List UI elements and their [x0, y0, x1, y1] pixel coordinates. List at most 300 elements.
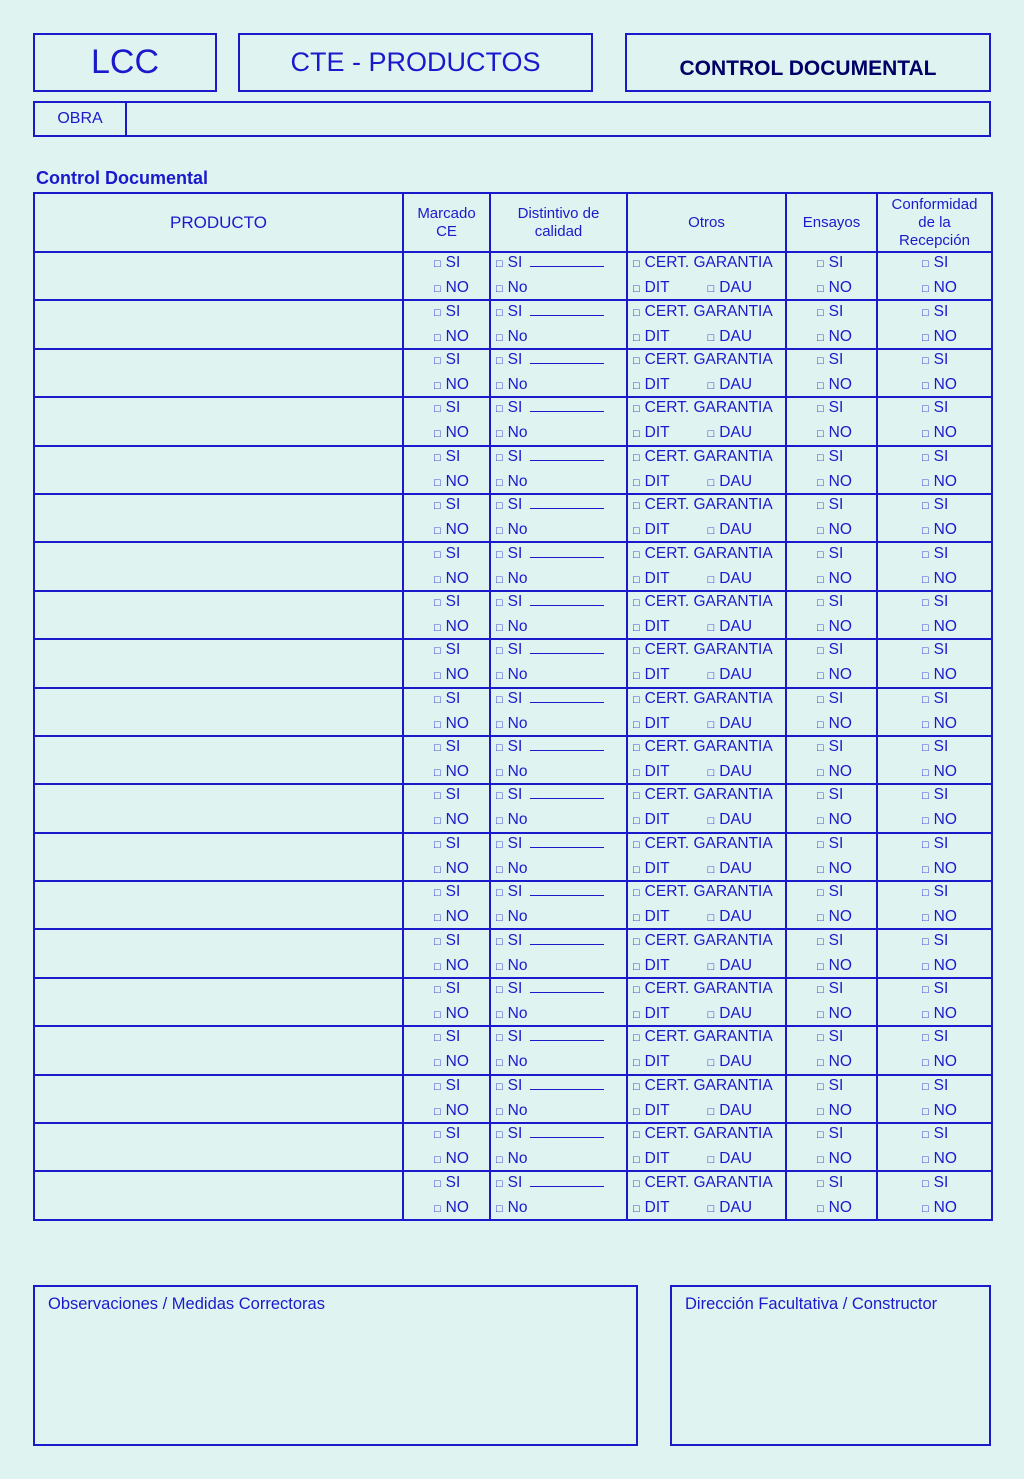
checkbox-icon[interactable]: □ — [633, 379, 640, 392]
checkbox-icon[interactable]: □ — [633, 887, 640, 900]
checkbox-icon[interactable]: □ — [633, 428, 640, 441]
checkbox-icon[interactable]: □ — [817, 525, 824, 538]
checkbox-icon[interactable]: □ — [817, 283, 824, 296]
checkbox-icon[interactable]: □ — [707, 960, 715, 973]
checkbox-icon[interactable]: □ — [434, 500, 441, 513]
checkbox-icon[interactable]: □ — [707, 621, 715, 634]
checkbox-icon[interactable]: □ — [817, 887, 824, 900]
conformidad-cell: □ SI □ NO — [877, 929, 992, 977]
checkbox-icon[interactable]: □ — [434, 790, 441, 803]
checkbox-icon[interactable]: □ — [434, 645, 441, 658]
distintivo-blank-line[interactable] — [530, 448, 604, 461]
checkbox-icon[interactable]: □ — [817, 1129, 824, 1142]
distintivo-blank-line[interactable] — [530, 641, 604, 654]
marcado-ce-cell: □ SI □ NO — [403, 639, 490, 687]
checkbox-icon[interactable]: □ — [817, 428, 824, 441]
checkbox-icon[interactable]: □ — [496, 548, 503, 561]
checkbox-icon[interactable]: □ — [496, 1129, 503, 1142]
checkbox-icon[interactable]: □ — [434, 621, 441, 634]
checkbox-icon[interactable]: □ — [817, 1080, 824, 1093]
table-row — [34, 1075, 992, 1123]
checkbox-icon[interactable]: □ — [922, 1032, 929, 1045]
observaciones-panel[interactable] — [33, 1285, 638, 1446]
producto-cell[interactable] — [34, 252, 403, 300]
distintivo-blank-line[interactable] — [530, 980, 604, 993]
checkbox-icon[interactable]: □ — [817, 621, 824, 634]
checkbox-icon[interactable]: □ — [434, 693, 441, 706]
producto-cell[interactable] — [34, 929, 403, 977]
checkbox-icon[interactable]: □ — [922, 670, 929, 683]
checkbox-icon[interactable]: □ — [434, 525, 441, 538]
checkbox-icon[interactable]: □ — [817, 1202, 824, 1215]
checkbox-icon[interactable]: □ — [922, 838, 929, 851]
checkbox-icon[interactable]: □ — [633, 476, 640, 489]
producto-cell[interactable] — [34, 639, 403, 687]
checkbox-icon[interactable]: □ — [922, 693, 929, 706]
checkbox-icon[interactable]: □ — [434, 306, 441, 319]
checkbox-icon[interactable]: □ — [922, 1080, 929, 1093]
checkbox-icon[interactable]: □ — [633, 403, 640, 416]
checkbox-icon[interactable]: □ — [434, 428, 441, 441]
conformidad-cell: □ SI □ NO — [877, 1075, 992, 1123]
checkbox-icon[interactable]: □ — [707, 573, 715, 586]
checkbox-icon[interactable]: □ — [922, 525, 929, 538]
checkbox-icon[interactable]: □ — [434, 476, 441, 489]
checkbox-icon[interactable]: □ — [496, 1057, 503, 1070]
checkbox-icon[interactable]: □ — [817, 1105, 824, 1118]
marcado-ce-cell: □ SI □ NO — [403, 1171, 490, 1219]
checkbox-icon[interactable]: □ — [707, 476, 715, 489]
checkbox-icon[interactable]: □ — [707, 815, 715, 828]
checkbox-icon[interactable]: □ — [817, 863, 824, 876]
checkbox-icon[interactable]: □ — [496, 767, 503, 780]
checkbox-icon[interactable]: □ — [633, 645, 640, 658]
checkbox-icon[interactable]: □ — [633, 596, 640, 609]
checkbox-icon[interactable]: □ — [434, 863, 441, 876]
producto-cell[interactable] — [34, 1123, 403, 1171]
checkbox-icon[interactable]: □ — [633, 1080, 640, 1093]
ensayos-cell: □ SI □ NO — [786, 446, 877, 494]
checkbox-icon[interactable]: □ — [434, 960, 441, 973]
checkbox-icon[interactable]: □ — [922, 645, 929, 658]
checkbox-icon[interactable]: □ — [922, 403, 929, 416]
checkbox-icon[interactable]: □ — [496, 1177, 503, 1190]
checkbox-icon[interactable]: □ — [922, 1202, 929, 1215]
checkbox-icon[interactable]: □ — [496, 912, 503, 925]
direccion-panel[interactable] — [670, 1285, 991, 1446]
checkbox-icon[interactable]: □ — [496, 645, 503, 658]
ensayos-cell: □ SI □ NO — [786, 252, 877, 300]
distintivo-blank-line[interactable] — [530, 690, 604, 703]
checkbox-icon[interactable]: □ — [633, 500, 640, 513]
distintivo-blank-line[interactable] — [530, 399, 604, 412]
checkbox-icon[interactable]: □ — [633, 984, 640, 997]
checkbox-icon[interactable]: □ — [817, 548, 824, 561]
checkbox-icon[interactable]: □ — [496, 573, 503, 586]
distintivo-blank-line[interactable] — [530, 1125, 604, 1138]
checkbox-icon[interactable]: □ — [707, 428, 715, 441]
checkbox-icon[interactable]: □ — [817, 354, 824, 367]
checkbox-icon[interactable]: □ — [707, 379, 715, 392]
checkbox-icon[interactable]: □ — [434, 1129, 441, 1142]
checkbox-icon[interactable]: □ — [633, 1032, 640, 1045]
checkbox-icon[interactable]: □ — [434, 283, 441, 296]
header-marcado-ce: Marcado CE — [403, 193, 490, 252]
producto-cell[interactable] — [34, 881, 403, 929]
checkbox-icon[interactable]: □ — [633, 718, 640, 731]
distintivo-blank-line[interactable] — [530, 254, 604, 267]
checkbox-icon[interactable]: □ — [496, 1202, 503, 1215]
checkbox-icon[interactable]: □ — [496, 863, 503, 876]
producto-cell[interactable] — [34, 978, 403, 1026]
checkbox-icon[interactable]: □ — [496, 1080, 503, 1093]
checkbox-icon[interactable]: □ — [707, 767, 715, 780]
checkbox-icon[interactable]: □ — [633, 621, 640, 634]
ensayos-cell: □ SI □ NO — [786, 591, 877, 639]
checkbox-icon[interactable]: □ — [817, 693, 824, 706]
checkbox-icon[interactable]: □ — [922, 379, 929, 392]
checkbox-icon[interactable]: □ — [633, 283, 640, 296]
checkbox-icon[interactable]: □ — [922, 451, 929, 464]
checkbox-icon[interactable]: □ — [817, 476, 824, 489]
checkbox-icon[interactable]: □ — [633, 1057, 640, 1070]
checkbox-icon[interactable]: □ — [633, 863, 640, 876]
checkbox-icon[interactable]: □ — [922, 306, 929, 319]
checkbox-icon[interactable]: □ — [817, 912, 824, 925]
distintivo-blank-line[interactable] — [530, 786, 604, 799]
checkbox-icon[interactable]: □ — [434, 1032, 441, 1045]
producto-cell[interactable] — [34, 688, 403, 736]
producto-cell[interactable] — [34, 736, 403, 784]
marcado-ce-cell: □ SI □ NO — [403, 736, 490, 784]
checkbox-icon[interactable]: □ — [496, 1032, 503, 1045]
checkbox-icon[interactable]: □ — [817, 984, 824, 997]
checkbox-icon[interactable]: □ — [496, 331, 503, 344]
checkbox-icon[interactable]: □ — [496, 960, 503, 973]
checkbox-icon[interactable]: □ — [496, 1009, 503, 1022]
checkbox-icon[interactable]: □ — [817, 742, 824, 755]
checkbox-icon[interactable]: □ — [817, 500, 824, 513]
marcado-ce-cell: □ SI □ NO — [403, 978, 490, 1026]
marcado-ce-cell: □ SI □ NO — [403, 1123, 490, 1171]
checkbox-icon[interactable]: □ — [817, 645, 824, 658]
checkbox-icon[interactable]: □ — [633, 1177, 640, 1190]
producto-cell[interactable] — [34, 1075, 403, 1123]
lcc-title: LCC — [33, 33, 217, 92]
checkbox-icon[interactable]: □ — [496, 596, 503, 609]
checkbox-icon[interactable]: □ — [434, 1154, 441, 1167]
checkbox-icon[interactable]: □ — [434, 451, 441, 464]
checkbox-icon[interactable]: □ — [817, 596, 824, 609]
checkbox-icon[interactable]: □ — [496, 306, 503, 319]
header-producto: PRODUCTO — [34, 193, 403, 252]
producto-cell[interactable] — [34, 349, 403, 397]
control-documental-title: CONTROL DOCUMENTAL — [625, 33, 991, 92]
checkbox-icon[interactable]: □ — [633, 354, 640, 367]
distintivo-cell: □ SI □ No — [490, 1123, 627, 1171]
checkbox-icon[interactable]: □ — [496, 428, 503, 441]
checkbox-icon[interactable]: □ — [817, 815, 824, 828]
checkbox-icon[interactable]: □ — [633, 767, 640, 780]
checkbox-icon[interactable]: □ — [707, 912, 715, 925]
ensayos-cell: □ SI □ NO — [786, 300, 877, 348]
otros-cell: □ CERT. GARANTIA □ DIT □ DAU — [627, 1171, 786, 1219]
checkbox-icon[interactable]: □ — [434, 1177, 441, 1190]
checkbox-icon[interactable]: □ — [817, 451, 824, 464]
checkbox-icon[interactable]: □ — [922, 718, 929, 731]
producto-cell[interactable] — [34, 1171, 403, 1219]
otros-cell: □ CERT. GARANTIA □ DIT □ DAU — [627, 833, 786, 881]
producto-cell[interactable] — [34, 446, 403, 494]
checkbox-icon[interactable]: □ — [496, 984, 503, 997]
checkbox-icon[interactable]: □ — [922, 1009, 929, 1022]
checkbox-icon[interactable]: □ — [434, 742, 441, 755]
checkbox-icon[interactable]: □ — [434, 548, 441, 561]
checkbox-icon[interactable]: □ — [434, 403, 441, 416]
checkbox-icon[interactable]: □ — [817, 838, 824, 851]
checkbox-icon[interactable]: □ — [633, 1202, 640, 1215]
table-row — [34, 688, 992, 736]
checkbox-icon[interactable]: □ — [496, 1105, 503, 1118]
checkbox-icon[interactable]: □ — [707, 1105, 715, 1118]
checkbox-icon[interactable]: □ — [817, 790, 824, 803]
ensayos-cell: □ SI □ NO — [786, 978, 877, 1026]
checkbox-icon[interactable]: □ — [434, 984, 441, 997]
distintivo-blank-line[interactable] — [530, 303, 604, 316]
checkbox-icon[interactable]: □ — [817, 379, 824, 392]
checkbox-icon[interactable]: □ — [633, 693, 640, 706]
conformidad-cell: □ SI □ NO — [877, 978, 992, 1026]
checkbox-icon[interactable]: □ — [922, 596, 929, 609]
checkbox-icon[interactable]: □ — [434, 1080, 441, 1093]
checkbox-icon[interactable]: □ — [496, 283, 503, 296]
checkbox-icon[interactable]: □ — [496, 742, 503, 755]
checkbox-icon[interactable]: □ — [707, 525, 715, 538]
checkbox-icon[interactable]: □ — [922, 1105, 929, 1118]
checkbox-icon[interactable]: □ — [922, 331, 929, 344]
checkbox-icon[interactable]: □ — [922, 1154, 929, 1167]
checkbox-icon[interactable]: □ — [496, 718, 503, 731]
checkbox-icon[interactable]: □ — [633, 573, 640, 586]
checkbox-icon[interactable]: □ — [817, 1032, 824, 1045]
checkbox-icon[interactable]: □ — [817, 1057, 824, 1070]
checkbox-icon[interactable]: □ — [496, 379, 503, 392]
table-row — [34, 591, 992, 639]
checkbox-icon[interactable]: □ — [434, 1105, 441, 1118]
checkbox-icon[interactable]: □ — [707, 718, 715, 731]
checkbox-icon[interactable]: □ — [707, 1009, 715, 1022]
distintivo-cell: □ SI □ No — [490, 591, 627, 639]
distintivo-blank-line[interactable] — [530, 351, 604, 364]
marcado-ce-cell: □ SI □ NO — [403, 349, 490, 397]
producto-cell[interactable] — [34, 1026, 403, 1074]
checkbox-icon[interactable]: □ — [922, 476, 929, 489]
table-row — [34, 397, 992, 445]
table-row — [34, 833, 992, 881]
checkbox-icon[interactable]: □ — [707, 331, 715, 344]
producto-cell[interactable] — [34, 542, 403, 590]
checkbox-icon[interactable]: □ — [434, 912, 441, 925]
checkbox-icon[interactable]: □ — [817, 1154, 824, 1167]
checkbox-icon[interactable]: □ — [633, 331, 640, 344]
checkbox-icon[interactable]: □ — [434, 838, 441, 851]
distintivo-blank-line[interactable] — [530, 1077, 604, 1090]
checkbox-icon[interactable]: □ — [922, 621, 929, 634]
checkbox-icon[interactable]: □ — [496, 354, 503, 367]
checkbox-icon[interactable]: □ — [922, 767, 929, 780]
checkbox-icon[interactable]: □ — [633, 838, 640, 851]
checkbox-icon[interactable]: □ — [922, 790, 929, 803]
checkbox-icon[interactable]: □ — [633, 258, 640, 271]
checkbox-icon[interactable]: □ — [922, 354, 929, 367]
producto-cell[interactable] — [34, 591, 403, 639]
checkbox-icon[interactable]: □ — [434, 718, 441, 731]
checkbox-icon[interactable]: □ — [434, 596, 441, 609]
checkbox-icon[interactable]: □ — [817, 960, 824, 973]
checkbox-icon[interactable]: □ — [633, 1154, 640, 1167]
checkbox-icon[interactable]: □ — [817, 670, 824, 683]
checkbox-icon[interactable]: □ — [817, 1177, 824, 1190]
checkbox-icon[interactable]: □ — [707, 1057, 715, 1070]
distintivo-blank-line[interactable] — [530, 545, 604, 558]
distintivo-blank-line[interactable] — [530, 593, 604, 606]
checkbox-icon[interactable]: □ — [633, 935, 640, 948]
checkbox-icon[interactable]: □ — [817, 331, 824, 344]
checkbox-icon[interactable]: □ — [434, 815, 441, 828]
checkbox-icon[interactable]: □ — [633, 1009, 640, 1022]
checkbox-icon[interactable]: □ — [434, 1202, 441, 1215]
marcado-ce-cell: □ SI □ NO — [403, 881, 490, 929]
checkbox-icon[interactable]: □ — [817, 935, 824, 948]
checkbox-icon[interactable]: □ — [633, 548, 640, 561]
checkbox-icon[interactable]: □ — [434, 331, 441, 344]
checkbox-icon[interactable]: □ — [922, 258, 929, 271]
checkbox-icon[interactable]: □ — [922, 984, 929, 997]
otros-cell: □ CERT. GARANTIA □ DIT □ DAU — [627, 1075, 786, 1123]
checkbox-icon[interactable]: □ — [434, 379, 441, 392]
checkbox-icon[interactable]: □ — [817, 767, 824, 780]
checkbox-icon[interactable]: □ — [707, 1154, 715, 1167]
checkbox-icon[interactable]: □ — [633, 306, 640, 319]
distintivo-blank-line[interactable] — [530, 1174, 604, 1187]
checkbox-icon[interactable]: □ — [707, 670, 715, 683]
checkbox-icon[interactable]: □ — [922, 935, 929, 948]
producto-cell[interactable] — [34, 300, 403, 348]
distintivo-blank-line[interactable] — [530, 932, 604, 945]
checkbox-icon[interactable]: □ — [633, 742, 640, 755]
ensayos-cell: □ SI □ NO — [786, 784, 877, 832]
obra-field[interactable] — [127, 103, 989, 135]
distintivo-blank-line[interactable] — [530, 1028, 604, 1041]
checkbox-icon[interactable]: □ — [496, 451, 503, 464]
producto-cell[interactable] — [34, 833, 403, 881]
checkbox-icon[interactable]: □ — [633, 815, 640, 828]
checkbox-icon[interactable]: □ — [922, 500, 929, 513]
checkbox-icon[interactable]: □ — [922, 742, 929, 755]
checkbox-icon[interactable]: □ — [817, 1009, 824, 1022]
checkbox-icon[interactable]: □ — [922, 283, 929, 296]
otros-cell: □ CERT. GARANTIA □ DIT □ DAU — [627, 929, 786, 977]
checkbox-icon[interactable]: □ — [434, 670, 441, 683]
checkbox-icon[interactable]: □ — [496, 790, 503, 803]
checkbox-icon[interactable]: □ — [633, 790, 640, 803]
checkbox-icon[interactable]: □ — [633, 912, 640, 925]
checkbox-icon[interactable]: □ — [434, 935, 441, 948]
checkbox-icon[interactable]: □ — [707, 863, 715, 876]
checkbox-icon[interactable]: □ — [922, 1057, 929, 1070]
checkbox-icon[interactable]: □ — [922, 815, 929, 828]
checkbox-icon[interactable]: □ — [496, 670, 503, 683]
checkbox-icon[interactable]: □ — [922, 960, 929, 973]
distintivo-blank-line[interactable] — [530, 496, 604, 509]
marcado-ce-cell: □ SI □ NO — [403, 929, 490, 977]
checkbox-icon[interactable]: □ — [434, 354, 441, 367]
checkbox-icon[interactable]: □ — [496, 403, 503, 416]
distintivo-blank-line[interactable] — [530, 835, 604, 848]
checkbox-icon[interactable]: □ — [922, 428, 929, 441]
checkbox-icon[interactable]: □ — [496, 693, 503, 706]
checkbox-icon[interactable]: □ — [817, 573, 824, 586]
checkbox-icon[interactable]: □ — [633, 670, 640, 683]
checkbox-icon[interactable]: □ — [817, 258, 824, 271]
checkbox-icon[interactable]: □ — [817, 718, 824, 731]
conformidad-cell: □ SI □ NO — [877, 591, 992, 639]
checkbox-icon[interactable]: □ — [496, 935, 503, 948]
checkbox-icon[interactable]: □ — [496, 476, 503, 489]
checkbox-icon[interactable]: □ — [922, 1177, 929, 1190]
checkbox-icon[interactable]: □ — [496, 815, 503, 828]
distintivo-cell: □ SI □ No — [490, 1075, 627, 1123]
distintivo-cell: □ SI □ No — [490, 1026, 627, 1074]
checkbox-icon[interactable]: □ — [496, 887, 503, 900]
checkbox-icon[interactable]: □ — [434, 1009, 441, 1022]
ensayos-cell: □ SI □ NO — [786, 833, 877, 881]
distintivo-blank-line[interactable] — [530, 883, 604, 896]
checkbox-icon[interactable]: □ — [496, 621, 503, 634]
checkbox-icon[interactable]: □ — [922, 863, 929, 876]
checkbox-icon[interactable]: □ — [633, 525, 640, 538]
checkbox-icon[interactable]: □ — [496, 500, 503, 513]
checkbox-icon[interactable]: □ — [817, 306, 824, 319]
checkbox-icon[interactable]: □ — [922, 573, 929, 586]
checkbox-icon[interactable]: □ — [434, 1057, 441, 1070]
checkbox-icon[interactable]: □ — [922, 1129, 929, 1142]
otros-cell: □ CERT. GARANTIA □ DIT □ DAU — [627, 978, 786, 1026]
producto-cell[interactable] — [34, 784, 403, 832]
checkbox-icon[interactable]: □ — [633, 1105, 640, 1118]
checkbox-icon[interactable]: □ — [633, 451, 640, 464]
checkbox-icon[interactable]: □ — [434, 258, 441, 271]
checkbox-icon[interactable]: □ — [707, 1202, 715, 1215]
checkbox-icon[interactable]: □ — [922, 887, 929, 900]
producto-cell[interactable] — [34, 397, 403, 445]
checkbox-icon[interactable]: □ — [922, 548, 929, 561]
checkbox-icon[interactable]: □ — [496, 1154, 503, 1167]
checkbox-icon[interactable]: □ — [633, 960, 640, 973]
distintivo-blank-line[interactable] — [530, 738, 604, 751]
checkbox-icon[interactable]: □ — [707, 283, 715, 296]
checkbox-icon[interactable]: □ — [496, 838, 503, 851]
checkbox-icon[interactable]: □ — [496, 258, 503, 271]
checkbox-icon[interactable]: □ — [922, 912, 929, 925]
checkbox-icon[interactable]: □ — [633, 1129, 640, 1142]
checkbox-icon[interactable]: □ — [434, 767, 441, 780]
producto-cell[interactable] — [34, 494, 403, 542]
checkbox-icon[interactable]: □ — [496, 525, 503, 538]
checkbox-icon[interactable]: □ — [817, 403, 824, 416]
checkbox-icon[interactable]: □ — [434, 573, 441, 586]
checkbox-icon[interactable]: □ — [434, 887, 441, 900]
